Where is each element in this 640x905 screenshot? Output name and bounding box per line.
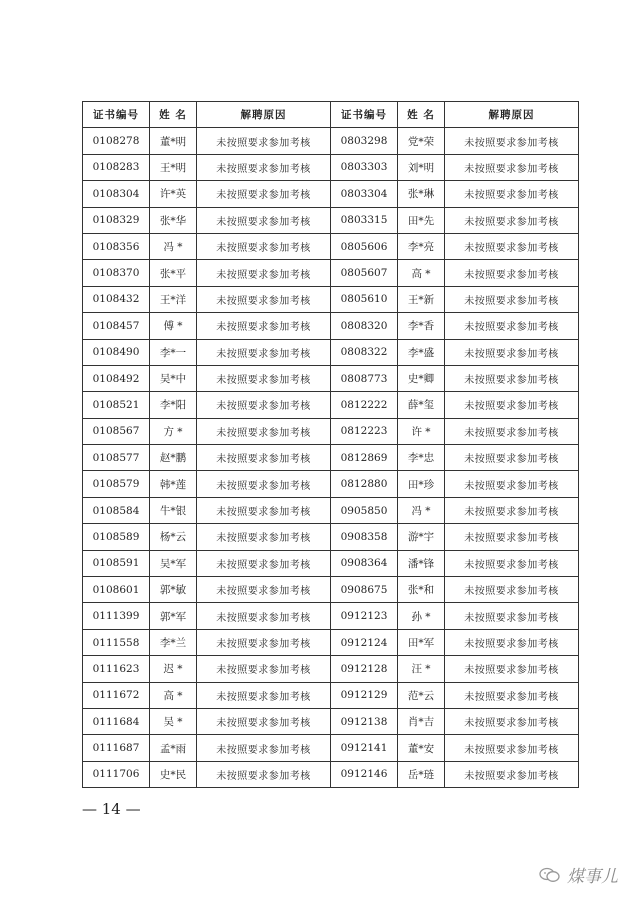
cell-name: 韩*莲	[150, 471, 197, 497]
cell-reason-2: 未按照要求参加考核	[445, 550, 579, 576]
cell-cert-number-2: 0905850	[331, 497, 398, 523]
cell-cert-number: 0108490	[83, 339, 150, 365]
cell-name-2: 田*先	[398, 207, 445, 233]
cell-cert-number-2: 0808773	[331, 365, 398, 391]
table-row	[83, 761, 579, 787]
cell-name-2: 田*军	[398, 629, 445, 655]
cell-cert-number: 0111706	[83, 761, 150, 787]
cell-reason: 未按照要求参加考核	[197, 656, 331, 682]
cell-name-2: 许 *	[398, 418, 445, 444]
table-row	[83, 207, 579, 233]
cell-cert-number: 0108584	[83, 497, 150, 523]
cell-cert-number-2: 0803304	[331, 181, 398, 207]
cell-name-2: 张*和	[398, 577, 445, 603]
cell-reason: 未按照要求参加考核	[197, 577, 331, 603]
table-row	[83, 181, 579, 207]
cell-name: 李*一	[150, 339, 197, 365]
header-cert-number-2: 证书编号	[331, 102, 398, 128]
cell-name-2: 孙 *	[398, 603, 445, 629]
watermark-text: 煤事儿	[567, 867, 618, 887]
cell-name: 杨*云	[150, 524, 197, 550]
cell-cert-number: 0108577	[83, 445, 150, 471]
cell-name: 吴*军	[150, 550, 197, 576]
cell-reason: 未按照要求参加考核	[197, 682, 331, 708]
cell-name-2: 李*忠	[398, 445, 445, 471]
table-row	[83, 445, 579, 471]
table-row	[83, 392, 579, 418]
table-row	[83, 735, 579, 761]
cell-reason-2: 未按照要求参加考核	[445, 260, 579, 286]
cell-name-2: 党*荣	[398, 128, 445, 154]
cell-name-2: 肖*吉	[398, 708, 445, 734]
cell-name-2: 王*新	[398, 286, 445, 312]
cell-reason: 未按照要求参加考核	[197, 339, 331, 365]
cell-name: 傅 *	[150, 313, 197, 339]
cell-cert-number: 0111399	[83, 603, 150, 629]
cell-cert-number: 0108589	[83, 524, 150, 550]
cell-name: 吴 *	[150, 708, 197, 734]
cell-name-2: 刘*明	[398, 154, 445, 180]
table-body	[83, 128, 579, 788]
table-row	[83, 418, 579, 444]
cell-reason-2: 未按照要求参加考核	[445, 524, 579, 550]
cell-reason-2: 未按照要求参加考核	[445, 735, 579, 761]
dismissal-table	[82, 101, 579, 788]
table-row	[83, 603, 579, 629]
cell-name-2: 李*亮	[398, 233, 445, 259]
cell-reason: 未按照要求参加考核	[197, 708, 331, 734]
cell-name-2: 李*盛	[398, 339, 445, 365]
cell-reason-2: 未按照要求参加考核	[445, 761, 579, 787]
cell-name: 冯 *	[150, 233, 197, 259]
cell-cert-number-2: 0912128	[331, 656, 398, 682]
cell-reason: 未按照要求参加考核	[197, 207, 331, 233]
cell-name-2: 范*云	[398, 682, 445, 708]
header-reason: 解聘原因	[197, 102, 331, 128]
table-row	[83, 682, 579, 708]
cell-name: 吴*中	[150, 365, 197, 391]
cell-reason-2: 未按照要求参加考核	[445, 392, 579, 418]
cell-name-2: 汪 *	[398, 656, 445, 682]
cell-name: 牛*银	[150, 497, 197, 523]
cell-name: 迟 *	[150, 656, 197, 682]
cell-reason: 未按照要求参加考核	[197, 313, 331, 339]
cell-name: 李*阳	[150, 392, 197, 418]
cell-reason-2: 未按照要求参加考核	[445, 708, 579, 734]
cell-reason: 未按照要求参加考核	[197, 260, 331, 286]
chat-bubble-icon	[539, 866, 561, 884]
cell-cert-number: 0108601	[83, 577, 150, 603]
header-name-2: 姓 名	[398, 102, 445, 128]
table-row	[83, 286, 579, 312]
cell-name-2: 冯 *	[398, 497, 445, 523]
cell-cert-number-2: 0805610	[331, 286, 398, 312]
cell-cert-number: 0108567	[83, 418, 150, 444]
cell-name: 赵*鹏	[150, 445, 197, 471]
cell-cert-number-2: 0912124	[331, 629, 398, 655]
cell-cert-number: 0111684	[83, 708, 150, 734]
watermark	[539, 862, 618, 887]
cell-name: 郭*敏	[150, 577, 197, 603]
cell-cert-number: 0108579	[83, 471, 150, 497]
cell-reason: 未按照要求参加考核	[197, 735, 331, 761]
cell-reason-2: 未按照要求参加考核	[445, 286, 579, 312]
cell-reason-2: 未按照要求参加考核	[445, 365, 579, 391]
cell-name: 张*华	[150, 207, 197, 233]
cell-cert-number: 0111672	[83, 682, 150, 708]
cell-cert-number: 0108329	[83, 207, 150, 233]
cell-reason: 未按照要求参加考核	[197, 471, 331, 497]
cell-cert-number-2: 0812880	[331, 471, 398, 497]
cell-name-2: 李*香	[398, 313, 445, 339]
cell-reason: 未按照要求参加考核	[197, 497, 331, 523]
cell-name: 郭*军	[150, 603, 197, 629]
cell-reason-2: 未按照要求参加考核	[445, 418, 579, 444]
table-row	[83, 524, 579, 550]
cell-reason: 未按照要求参加考核	[197, 445, 331, 471]
page-number: — 14 —	[82, 800, 141, 818]
table-row	[83, 656, 579, 682]
table-row	[83, 629, 579, 655]
cell-name: 史*民	[150, 761, 197, 787]
table-row	[83, 154, 579, 180]
cell-reason-2: 未按照要求参加考核	[445, 207, 579, 233]
cell-name-2: 薛*玺	[398, 392, 445, 418]
cell-cert-number: 0108521	[83, 392, 150, 418]
cell-name-2: 潘*锋	[398, 550, 445, 576]
cell-cert-number: 0108304	[83, 181, 150, 207]
cell-reason: 未按照要求参加考核	[197, 128, 331, 154]
cell-reason-2: 未按照要求参加考核	[445, 603, 579, 629]
cell-cert-number: 0108283	[83, 154, 150, 180]
header-reason-2: 解聘原因	[445, 102, 579, 128]
cell-name: 张*平	[150, 260, 197, 286]
cell-reason: 未按照要求参加考核	[197, 603, 331, 629]
table-row	[83, 260, 579, 286]
cell-name: 方 *	[150, 418, 197, 444]
header-cert-number: 证书编号	[83, 102, 150, 128]
table-row	[83, 313, 579, 339]
cell-cert-number: 0108457	[83, 313, 150, 339]
cell-cert-number-2: 0805607	[331, 260, 398, 286]
cell-name-2: 游*宇	[398, 524, 445, 550]
cell-reason: 未按照要求参加考核	[197, 524, 331, 550]
cell-reason-2: 未按照要求参加考核	[445, 181, 579, 207]
cell-reason: 未按照要求参加考核	[197, 181, 331, 207]
cell-reason: 未按照要求参加考核	[197, 233, 331, 259]
table-row	[83, 497, 579, 523]
cell-name-2: 史*卿	[398, 365, 445, 391]
cell-reason-2: 未按照要求参加考核	[445, 339, 579, 365]
cell-reason: 未按照要求参加考核	[197, 550, 331, 576]
cell-cert-number-2: 0908675	[331, 577, 398, 603]
cell-reason-2: 未按照要求参加考核	[445, 682, 579, 708]
cell-name-2: 高 *	[398, 260, 445, 286]
cell-reason: 未按照要求参加考核	[197, 761, 331, 787]
cell-name-2: 田*珍	[398, 471, 445, 497]
cell-cert-number-2: 0912141	[331, 735, 398, 761]
cell-cert-number-2: 0803303	[331, 154, 398, 180]
cell-cert-number-2: 0812222	[331, 392, 398, 418]
cell-reason-2: 未按照要求参加考核	[445, 497, 579, 523]
cell-reason: 未按照要求参加考核	[197, 629, 331, 655]
header-name: 姓 名	[150, 102, 197, 128]
cell-name: 许*英	[150, 181, 197, 207]
cell-cert-number: 0108591	[83, 550, 150, 576]
cell-cert-number-2: 0803298	[331, 128, 398, 154]
cell-cert-number-2: 0812869	[331, 445, 398, 471]
cell-reason-2: 未按照要求参加考核	[445, 577, 579, 603]
cell-reason: 未按照要求参加考核	[197, 392, 331, 418]
table-header-row	[83, 102, 579, 128]
cell-name-2: 张*琳	[398, 181, 445, 207]
cell-name: 李*兰	[150, 629, 197, 655]
cell-reason-2: 未按照要求参加考核	[445, 629, 579, 655]
cell-name: 高 *	[150, 682, 197, 708]
table-row	[83, 708, 579, 734]
cell-reason: 未按照要求参加考核	[197, 418, 331, 444]
cell-reason-2: 未按照要求参加考核	[445, 233, 579, 259]
cell-reason: 未按照要求参加考核	[197, 365, 331, 391]
cell-name-2: 岳*琏	[398, 761, 445, 787]
cell-cert-number-2: 0912129	[331, 682, 398, 708]
cell-cert-number-2: 0808322	[331, 339, 398, 365]
cell-cert-number-2: 0803315	[331, 207, 398, 233]
cell-cert-number-2: 0912123	[331, 603, 398, 629]
table-row	[83, 339, 579, 365]
cell-cert-number-2: 0908364	[331, 550, 398, 576]
cell-cert-number: 0108492	[83, 365, 150, 391]
cell-cert-number-2: 0812223	[331, 418, 398, 444]
cell-cert-number-2: 0908358	[331, 524, 398, 550]
cell-cert-number: 0111558	[83, 629, 150, 655]
cell-cert-number-2: 0805606	[331, 233, 398, 259]
table-row	[83, 365, 579, 391]
cell-name: 王*洋	[150, 286, 197, 312]
table-row	[83, 577, 579, 603]
cell-cert-number-2: 0808320	[331, 313, 398, 339]
table-row	[83, 550, 579, 576]
cell-cert-number: 0108356	[83, 233, 150, 259]
table-row	[83, 233, 579, 259]
cell-reason-2: 未按照要求参加考核	[445, 471, 579, 497]
table-row	[83, 128, 579, 154]
cell-cert-number: 0108432	[83, 286, 150, 312]
cell-name: 王*明	[150, 154, 197, 180]
cell-name: 董*明	[150, 128, 197, 154]
cell-reason-2: 未按照要求参加考核	[445, 128, 579, 154]
table-row	[83, 471, 579, 497]
cell-reason-2: 未按照要求参加考核	[445, 656, 579, 682]
cell-reason-2: 未按照要求参加考核	[445, 154, 579, 180]
cell-cert-number: 0108278	[83, 128, 150, 154]
cell-cert-number: 0108370	[83, 260, 150, 286]
cell-cert-number: 0111687	[83, 735, 150, 761]
cell-reason-2: 未按照要求参加考核	[445, 445, 579, 471]
cell-reason-2: 未按照要求参加考核	[445, 313, 579, 339]
cell-name: 孟*雨	[150, 735, 197, 761]
cell-cert-number-2: 0912138	[331, 708, 398, 734]
cell-name-2: 董*安	[398, 735, 445, 761]
cell-reason: 未按照要求参加考核	[197, 286, 331, 312]
cell-cert-number: 0111623	[83, 656, 150, 682]
cell-cert-number-2: 0912146	[331, 761, 398, 787]
cell-reason: 未按照要求参加考核	[197, 154, 331, 180]
